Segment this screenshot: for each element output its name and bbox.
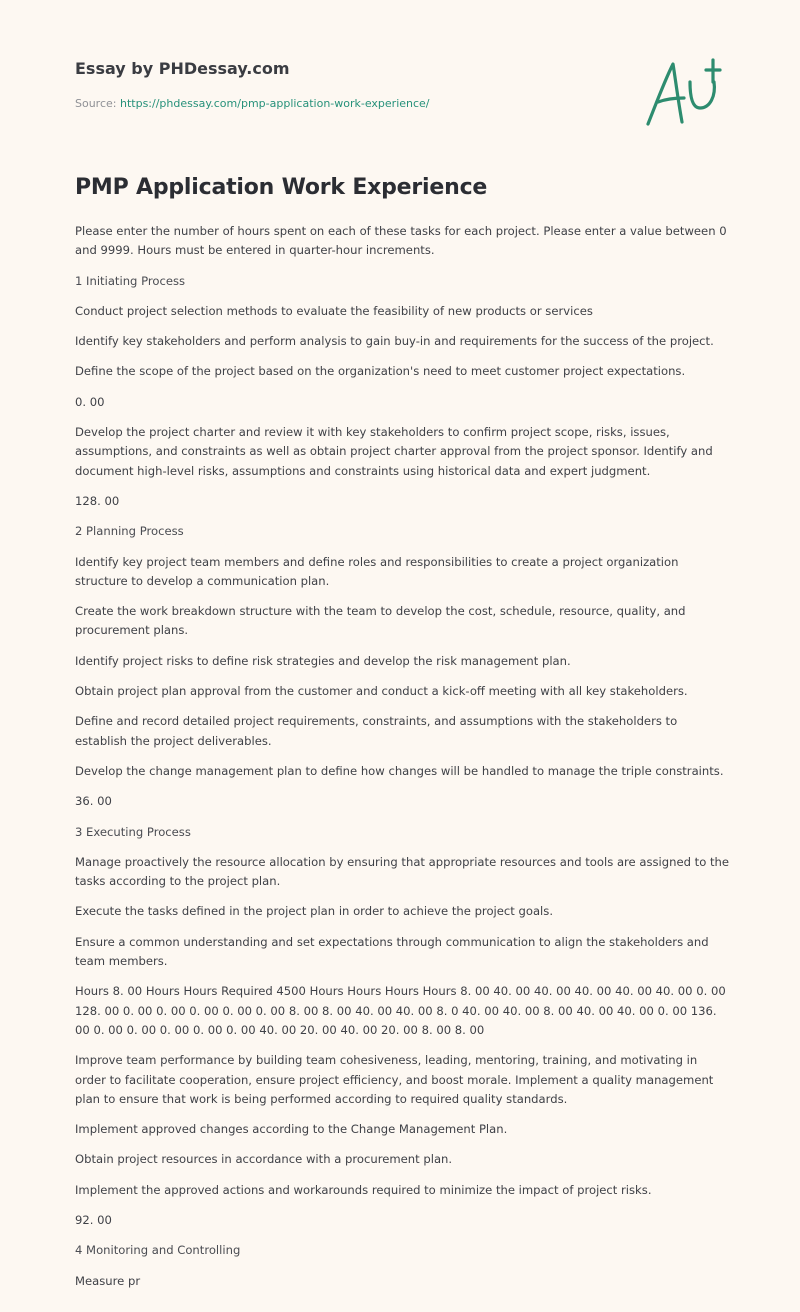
paragraph: Obtain project resources in accordance with a procurement plan. [75,1152,453,1167]
a-plus-logo-icon [640,52,730,132]
section-heading: 3 Executing Process [75,824,191,839]
paragraph: Implement the approved actions and workarounds required to minimize the impact of project risks. [75,1182,652,1197]
section-heading: 4 Monitoring and Controlling [75,1243,241,1258]
section-heading: 2 Planning Process [75,524,184,539]
paragraph: Implement approved changes according to the Change Management Plan. [75,1122,508,1137]
paragraph: Develop the change management plan to define how changes will be handled to manage the triple constraints. [75,763,724,778]
hours-value: 92. 00 [75,1212,112,1227]
source-label: Source: [75,97,120,110]
hours-table-text: Hours 8. 00 Hours Hours Required 4500 Hours Hours Hours Hours 8. 00 40. 00 40. 00 40. 00 40. 00 40. 00 0. 00 128. 00 0. 00 0. 00 0. 00 0. 00 0. 00 8. 00 8. 00 40. 00 40. 00 8. 0 40. 00 40. 00 8. 00 40. 00 40. 00 0. 00 136. 00 0. 00 0. 00 0. 00 0. 00 0. 00 40. 00 20. 00 40. 00 20. 00 8. 00 8. 00 [75,984,726,1037]
hours-value: 128. 00 [75,493,120,508]
paragraph: Define and record detailed project requirements, constraints, and assumptions with the stakeholders to establish the project deliverables. [75,714,678,748]
article-body [75,222,730,1302]
section-heading: 1 Initiating Process [75,273,186,288]
paragraph: Execute the tasks defined in the project plan in order to achieve the project goals. [75,904,553,919]
brand-title: Essay by PHDessay.com [75,59,290,78]
paragraph: Obtain project plan approval from the customer and conduct a kick-off meeting with all key stakeholders. [75,684,688,699]
source-line [75,97,430,110]
paragraph: Please enter the number of hours spent on each of these tasks for each project. Please enter a value between 0 and 9999. Hours must be entered in quarter-hour increments. [75,224,727,258]
paragraph: Create the work breakdown structure with the team to develop the cost, schedule, resource, quality, and procurement plans. [75,604,686,638]
paragraph: Identify key project team members and define roles and responsibilities to create a project organization structure to develop a communication plan. [75,554,679,588]
source-link[interactable]: https://phdessay.com/pmp-application-work-experience/ [119,97,430,110]
paragraph: Manage proactively the resource allocation by ensuring that appropriate resources and tools are assigned to the tasks according to the project plan. [75,854,730,889]
hours-value: 0. 00 [75,394,105,409]
page-title: PMP Application Work Experience [75,175,488,200]
paragraph: Improve team performance by building team cohesiveness, leading, mentoring, training, and motivating in order to facilitate cooperation, ensure project efficiency, and boost morale. Implement a quality management plan to ensure that work is being performed according to required quality standards. [75,1053,714,1106]
hours-value: 36. 00 [75,794,112,809]
paragraph: Ensure a common understanding and set expectations through communication to align the stakeholders and team members. [75,934,709,969]
paragraph: Define the scope of the project based on the organization's need to meet customer project expectations. [75,364,686,379]
paragraph: Conduct project selection methods to evaluate the feasibility of new products or services [75,303,593,318]
paragraph: Identify key stakeholders and perform analysis to gain buy-in and requirements for the success of the project. [75,334,714,349]
paragraph: Measure pr [75,1273,141,1288]
paragraph: Develop the project charter and review it with key stakeholders to confirm project scope, risks, issues, assumptions, and constraints as well as obtain project charter approval from the project sponsor. Identify and document high-level risks, assumptions and constraints using historical data and expert judgment. [75,425,713,478]
paragraph: Identify project risks to define risk strategies and develop the risk management plan. [75,653,571,668]
